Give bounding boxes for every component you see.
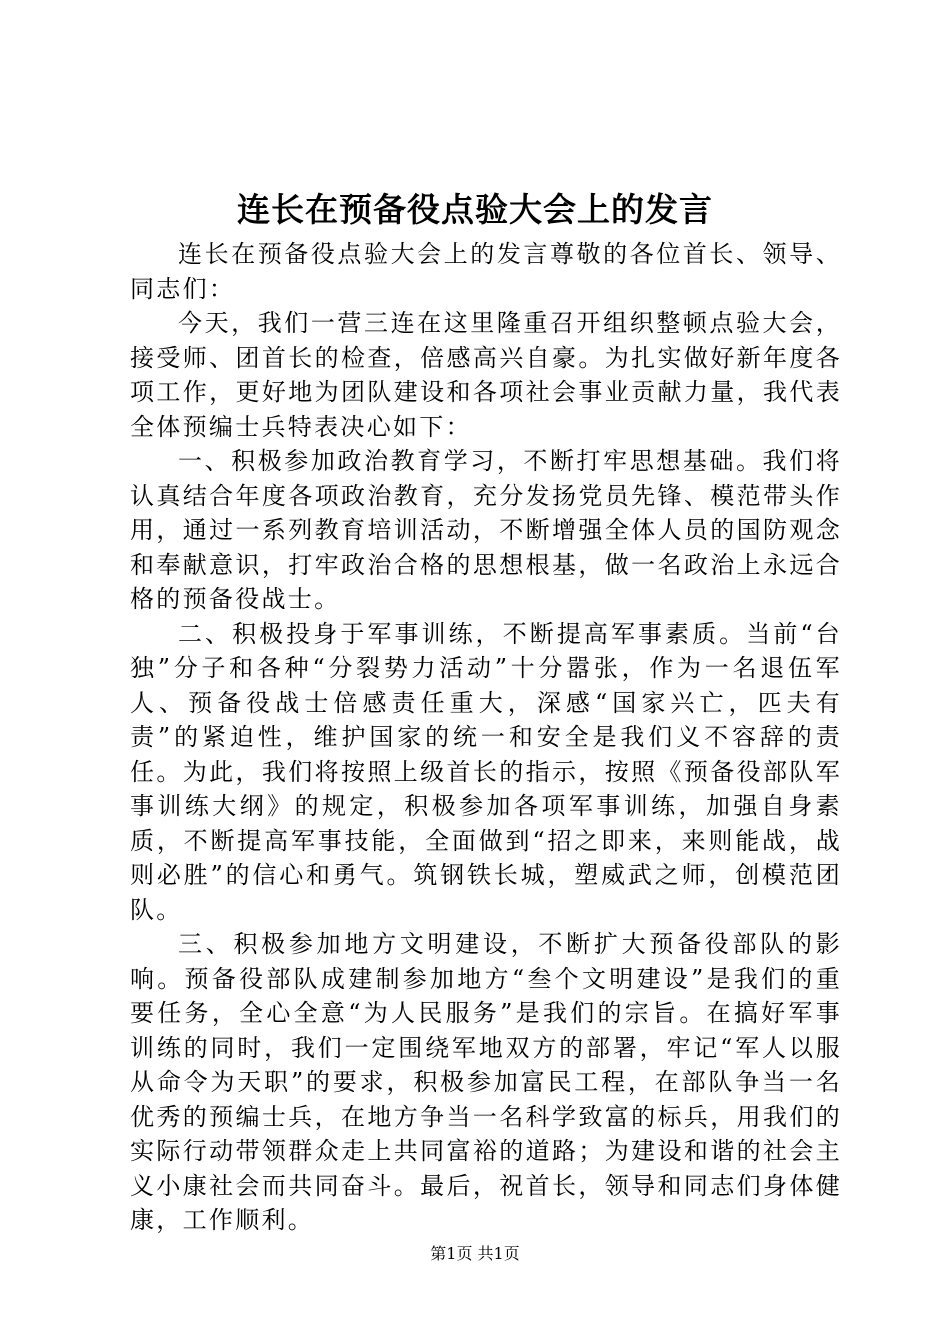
document-body: [130, 237, 842, 1238]
paragraph-point-one: 一、积极参加政治教育学习，不断打牢思想基础。我们将认真结合年度各项政治教育，充分发扬党员先锋、模范带头作用，通过一系列教育培训活动，不断增强全体人员的国防观念和奉献意识，打牢政治合格的思想根基，做一名政治上永远合格的预备役战士。: [130, 447, 842, 613]
document-title: 连长在预备役点验大会上的发言: [237, 190, 713, 229]
page-footer: 第1页 共1页: [430, 1244, 520, 1263]
paragraph-point-two: 二、积极投身于军事训练，不断提高军事素质。当前“台独”分子和各种“分裂势力活动”十分嚣张，作为一名退伍军人、预备役战士倍感责任重大，深感“国家兴亡，匹夫有责”的紧迫性，维护国家的统一和安全是我们义不容辞的责任。为此，我们将按照上级首长的指示，按照《预备役部队军事训练大纲》的规定，积极参加各项军事训练，加强自身素质，不断提高军事技能，全面做到“招之即来，来则能战，战则必胜”的信心和勇气。筑钢铁长城，塑威武之师，创模范团队。: [130, 619, 842, 924]
paragraph-point-three: 三、积极参加地方文明建设，不断扩大预备役部队的影响。预备役部队成建制参加地方“叁个文明建设”是我们的重要任务，全心全意“为人民服务”是我们的宗旨。在搞好军事训练的同时，我们一定围绕军地双方的部署，牢记“军人以服从命令为天职”的要求，积极参加富民工程，在部队争当一名优秀的预编士兵，在地方争当一名科学致富的标兵，用我们的实际行动带领群众走上共同富裕的道路；为建设和谐的社会主义小康社会而共同奋斗。最后，祝首长，领导和同志们身体健康，工作顺利。: [130, 930, 842, 1234]
paragraph-salutation: 连长在预备役点验大会上的发言尊敬的各位首长、领导、同志们：: [130, 240, 842, 303]
paragraph-intro: 今天，我们一营三连在这里隆重召开组织整顿点验大会，接受师、团首长的检查，倍感高兴自豪。为扎实做好新年度各项工作，更好地为团队建设和各项社会事业贡献力量，我代表全体预编士兵特表决心如下：: [130, 309, 842, 441]
